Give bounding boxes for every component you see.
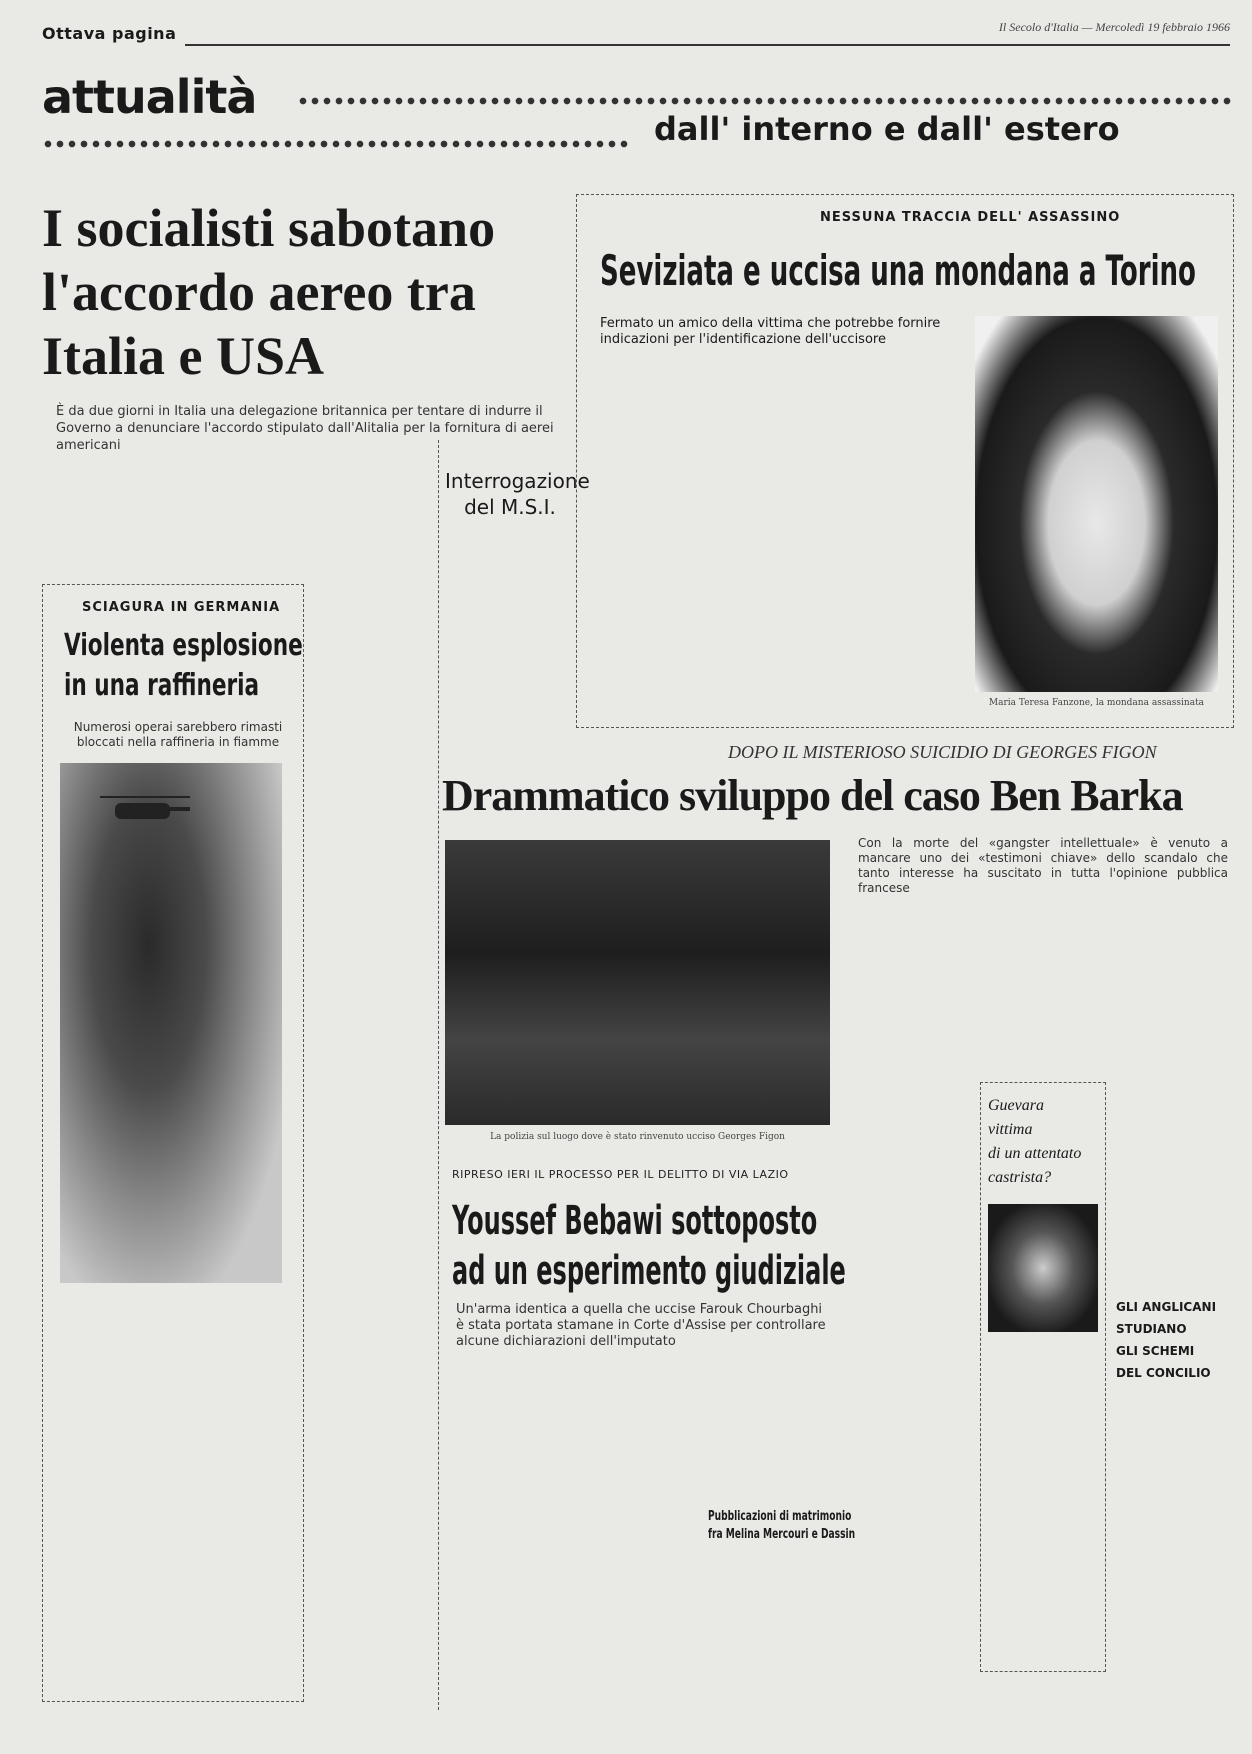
article-subhead: Un'arma identica a quella che uccise Farouk Chourbaghi è stata portata stamane in Corte d'Assise per controllare alcune dichiarazioni dell'imputato	[456, 1302, 826, 1349]
refinery-photo	[60, 763, 282, 1283]
article-subhead: Con la morte del «gangster intellettuale» è venuto a mancare uno dei «testimoni chiave» dello scandalo che tanto interesse ha suscitato in tutta l'opinione pubblica francese	[858, 836, 1228, 895]
article-headline: ad un esperimento giudiziale	[452, 1248, 846, 1294]
article-body	[780, 352, 958, 714]
article-body	[988, 1340, 1098, 1660]
article-headline-line: fra Melina Mercouri e Dassin	[708, 1527, 856, 1542]
article-body	[588, 352, 764, 714]
article-headline-line: del M.S.I.	[464, 495, 556, 519]
article-body	[708, 1550, 832, 1698]
article-headline-line: STUDIANO	[1116, 1322, 1187, 1336]
article-headline	[1116, 1296, 1226, 1384]
crowd-photo	[445, 840, 830, 1125]
photo-caption: Maria Teresa Fanzone, la mondana assassinata	[988, 698, 1205, 708]
article-headline-line: Interrogazione	[445, 469, 590, 493]
article-body	[452, 1358, 572, 1698]
article-headline-line: DEL CONCILIO	[1116, 1366, 1211, 1380]
article-kicker: DOPO IL MISTERIOSO SUICIDIO DI GEORGES FIGON	[728, 742, 1157, 762]
article-headline-line: castrista?	[988, 1169, 1052, 1186]
article-headline-line: vittima	[988, 1121, 1033, 1138]
article-subhead: È da due giorni in Italia una delegazione britannica per tentare di indurre il Governo a denunciare l'accordo stipulato dall'Alitalia per la fornitura di aerei americani	[56, 404, 554, 453]
article-body	[312, 584, 430, 1684]
section-title: attualità	[42, 70, 257, 124]
article-kicker: RIPRESO IERI IL PROCESSO PER IL DELITTO DI VIA LAZIO	[452, 1168, 789, 1181]
article-body	[1116, 1392, 1228, 1692]
article-headline: Violenta esplosione	[64, 628, 303, 663]
article-body	[584, 1358, 700, 1698]
article-body	[976, 890, 1098, 1080]
article-body	[1106, 890, 1226, 1260]
article-headline	[708, 1508, 855, 1544]
article-kicker: SCIAGURA IN GERMANIA	[82, 600, 281, 615]
portrait-photo	[975, 316, 1218, 692]
photo-caption: La polizia sul luogo dove è stato rinvenuto ucciso Georges Figon	[490, 1132, 785, 1142]
column-rule	[438, 440, 439, 1710]
article-headline	[445, 468, 590, 520]
article-headline-line: Pubblicazioni di matrimonio	[708, 1509, 852, 1524]
article-headline-line: GLI SCHEMI	[1116, 1344, 1195, 1358]
article-headline: I socialisti sabotano l'accordo aereo tra Italia e USA	[42, 198, 496, 386]
article-kicker: NESSUNA TRACCIA DELL' ASSASSINO	[820, 210, 1121, 225]
article-headline-line: Guevara	[988, 1097, 1044, 1114]
article-body	[60, 1300, 282, 1690]
article-body	[312, 452, 432, 570]
article-headline: Drammatico sviluppo del caso Ben Barka	[442, 771, 1183, 820]
article-body	[56, 452, 296, 570]
helicopter-icon	[60, 763, 282, 1283]
article-body	[848, 890, 968, 1080]
article-subhead: Numerosi operai sarebbero rimasti bloccati nella raffineria in fiamme	[73, 720, 283, 749]
masthead-info: Il Secolo d'Italia — Mercoledì 19 febbraio 1966	[998, 20, 1230, 34]
article-body	[448, 532, 570, 712]
article-headline: Seviziata e uccisa una mondana a Torino	[600, 246, 1196, 295]
section-subtitle: dall' interno e dall' estero	[654, 110, 1120, 148]
article-body	[848, 1082, 968, 1702]
dotted-rule	[42, 137, 632, 151]
article-subhead: Fermato un amico della vittima che potrebbe fornire indicazioni per l'identificazione dell'uccisore	[600, 316, 941, 347]
article-headline-line: di un attentato	[988, 1145, 1082, 1162]
article-headline: Youssef Bebawi sottoposto	[452, 1198, 818, 1244]
header-rule	[185, 44, 1230, 46]
article-headline	[988, 1094, 1098, 1190]
guevara-photo	[988, 1204, 1098, 1332]
page-label: Ottava pagina	[42, 24, 177, 43]
article-headline-line: GLI ANGLICANI	[1116, 1300, 1217, 1314]
article-headline: in una raffineria	[64, 668, 260, 703]
dotted-rule	[297, 94, 1232, 108]
